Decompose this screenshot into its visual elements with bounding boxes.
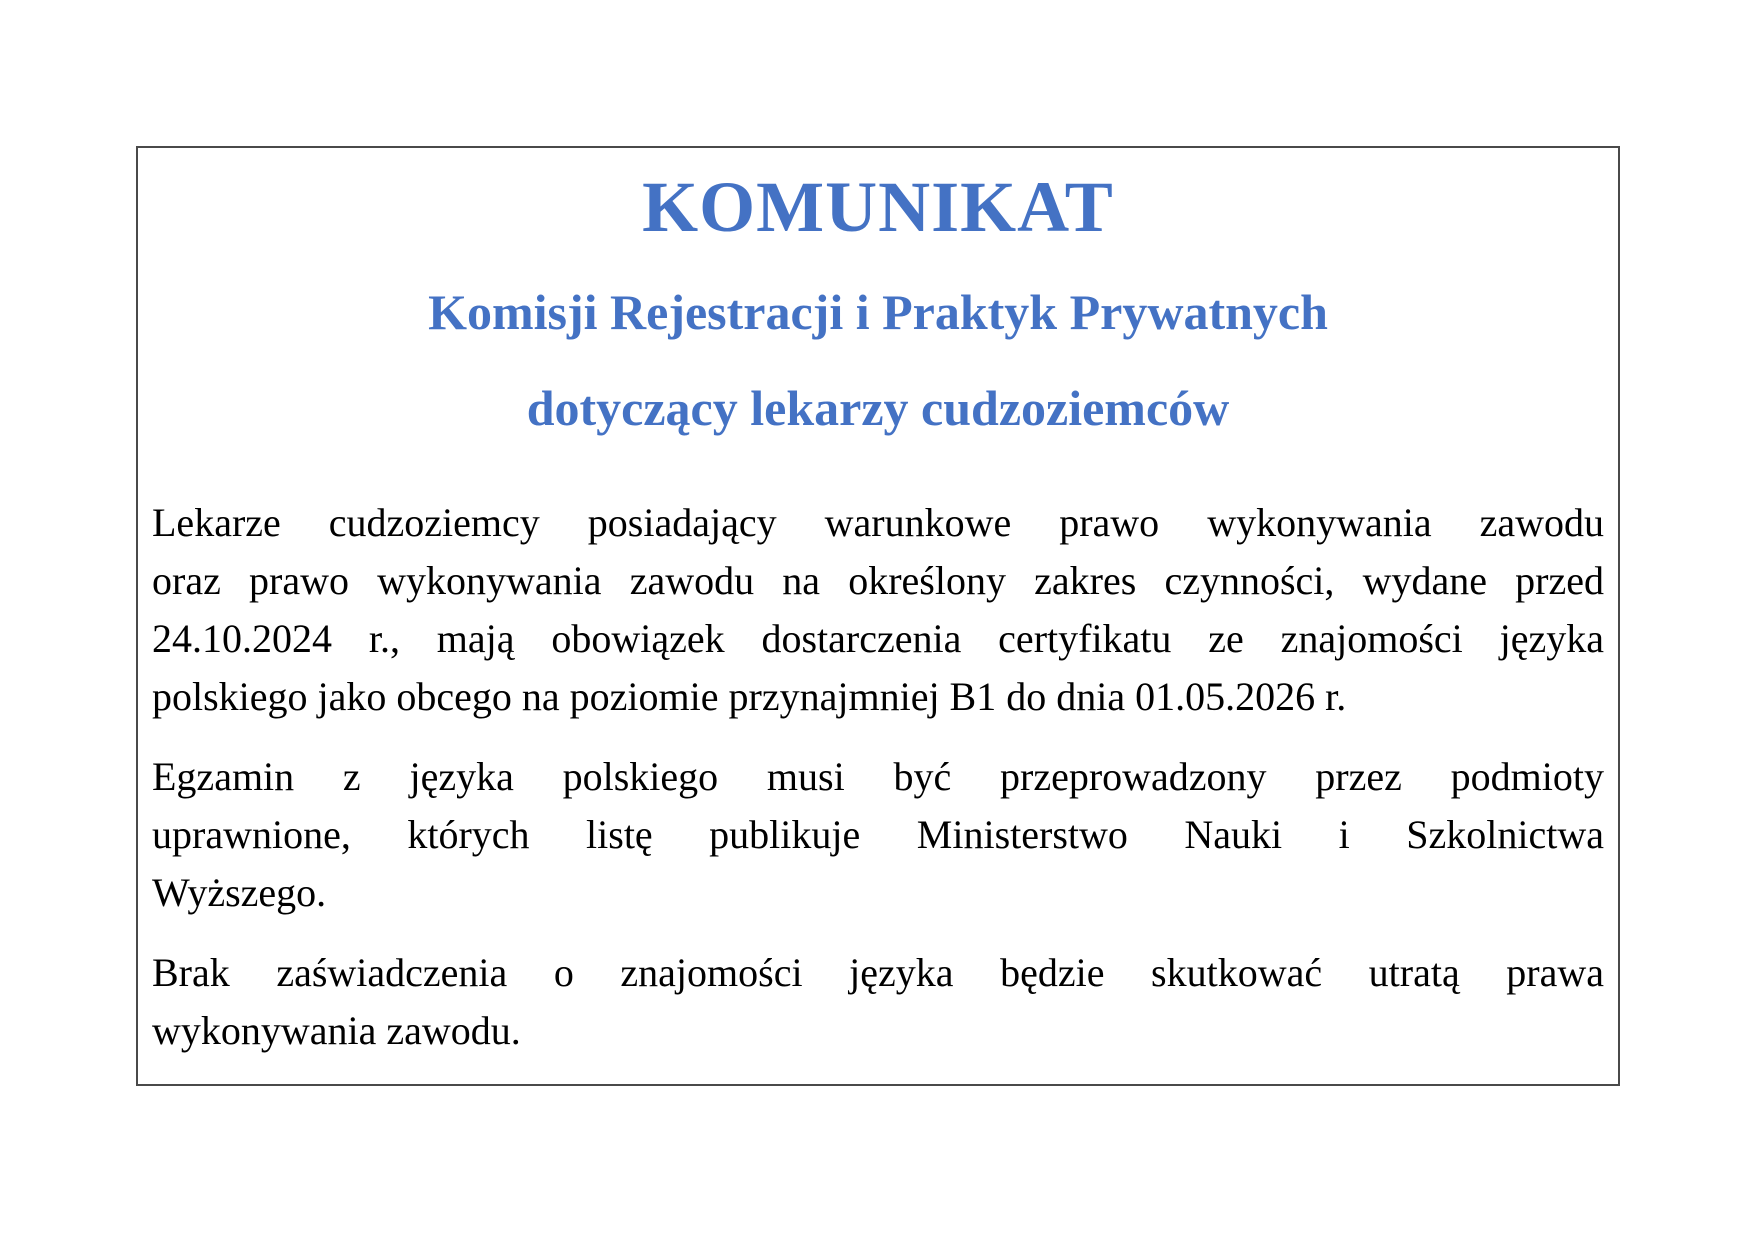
notice-paragraph-line: wykonywania zawodu. bbox=[152, 1008, 521, 1053]
notice-box bbox=[136, 146, 1620, 1086]
notice-paragraph-line: Brak zaświadczenia o znajomości języka będzie skutkować utratą prawa bbox=[152, 950, 1604, 995]
notice-subtitle-commission: Komisji Rejestracji i Praktyk Prywatnych bbox=[428, 284, 1328, 340]
notice-paragraph bbox=[152, 748, 1604, 922]
notice-paragraph-line: polskiego jako obcego na poziomie przynajmniej B1 do dnia 01.05.2026 r. bbox=[152, 674, 1347, 719]
notice-paragraph-line: Lekarze cudzoziemcy posiadający warunkowe prawo wykonywania zawodu bbox=[152, 500, 1604, 545]
notice-body bbox=[152, 494, 1604, 1060]
notice-paragraph-line: 24.10.2024 r., mają obowiązek dostarczenia certyfikatu ze znajomości języka bbox=[152, 616, 1604, 661]
notice-paragraph bbox=[152, 944, 1604, 1060]
notice-paragraph-line: uprawnione, których listę publikuje Ministerstwo Nauki i Szkolnictwa bbox=[152, 812, 1604, 857]
notice-paragraph-line: Wyższego. bbox=[152, 870, 327, 915]
notice-paragraph-line: oraz prawo wykonywania zawodu na określony zakres czynności, wydane przed bbox=[152, 558, 1604, 603]
notice-title: KOMUNIKAT bbox=[642, 167, 1114, 247]
notice-paragraph bbox=[152, 494, 1604, 726]
notice-subtitle-subject: dotyczący lekarzy cudzoziemców bbox=[526, 380, 1230, 436]
notice-paragraph-line: Egzamin z języka polskiego musi być przeprowadzony przez podmioty bbox=[152, 754, 1604, 799]
